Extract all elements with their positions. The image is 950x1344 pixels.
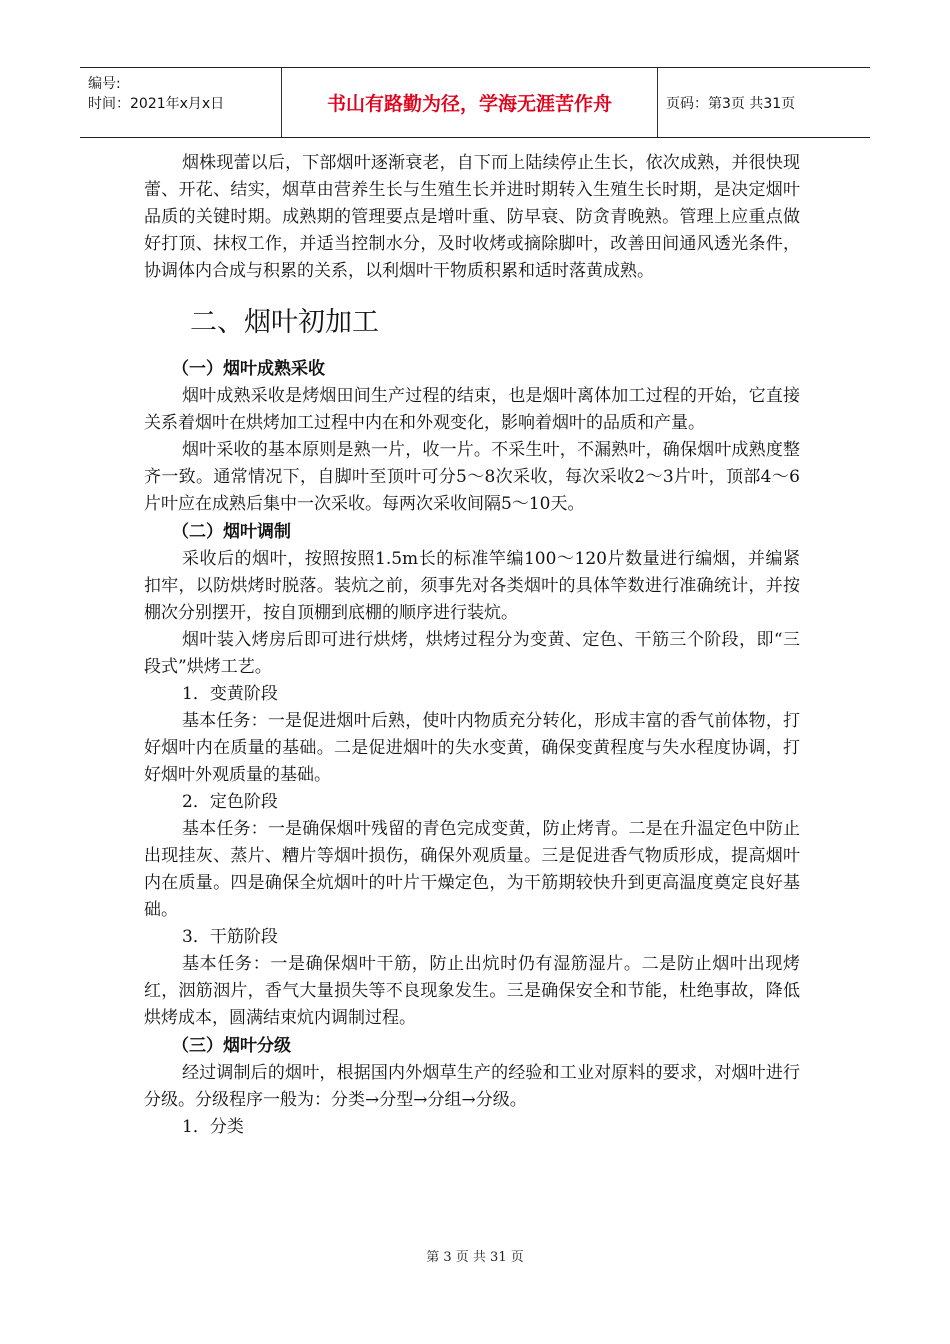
stage-color-fixing-title: 2．定色阶段 xyxy=(182,792,278,812)
document-number-label: 编号: xyxy=(88,76,121,92)
grading-paragraph-1: 经过调制后的烟叶，根据国内外烟草生产的经验和工业对原料的要求，对烟叶进行分级。分级程序一般为：分类→分型→分组→分级。 xyxy=(144,1063,800,1110)
stage-color-fixing-text: 基本任务：一是确保烟叶残留的青色完成变黄，防止烤青。二是在升温定色中防止出现挂灰、蒸片、糟片等烟叶损伤，确保外观质量。三是促进香气物质形成，提高烟叶内在质量。四是确保全炕烟叶的叶片干燥定色，为干筋期较快升到更高温度奠定良好基础。 xyxy=(144,819,800,920)
harvest-paragraph-1: 烟叶成熟采收是烤烟田间生产过程的结束，也是烟叶离体加工过程的开始，它直接关系着烟叶在烘烤加工过程中内在和外观变化，影响着烟叶的品质和产量。 xyxy=(144,386,800,433)
stage-yellowing-text: 基本任务：一是促进烟叶后熟，使叶内物质充分转化，形成丰富的香气前体物，打好烟叶内在质量的基础。二是促进烟叶的失水变黄，确保变黄程度与失水程度协调，打好烟叶外观质量的基础。 xyxy=(144,711,800,785)
subsection-title-harvest: （一）烟叶成熟采收 xyxy=(172,359,325,379)
header-meta xyxy=(80,68,282,137)
subsection-title-curing: （二）烟叶调制 xyxy=(172,522,291,542)
curing-paragraph-2: 烟叶装入烤房后即可进行烘烤，烘烤过程分为变黄、定色、干筋三个阶段，即“三段式”烘烤工艺。 xyxy=(144,630,800,677)
document-body xyxy=(144,150,800,1141)
page-header xyxy=(80,67,870,138)
header-motto: 书山有路勤为径，学海无涯苦作舟 xyxy=(282,68,658,137)
stage-yellowing-title: 1．变黄阶段 xyxy=(182,684,278,704)
grading-item-classification: 1．分类 xyxy=(182,1117,244,1137)
stage-stem-drying-text: 基本任务：一是确保烟叶干筋，防止出炕时仍有湿筋湿片。二是防止烟叶出现烤红，洇筋洇片，香气大量损失等不良现象发生。三是确保安全和节能，杜绝事故，降低烘烤成本，圆满结束炕内调制过程。 xyxy=(144,954,800,1028)
header-page-number: 页码：第3页 共31页 xyxy=(666,95,796,112)
page-footer: 第 3 页 共 31 页 xyxy=(426,1250,524,1265)
harvest-paragraph-2: 烟叶采收的基本原则是熟一片，收一片。不采生叶，不漏熟叶，确保烟叶成熟度整齐一致。通常情况下，自脚叶至顶叶可分5～8次采收，每次采收2～3片叶，顶部4～6片叶应在成熟后集中一次采收。每两次采收间隔5～10天。 xyxy=(144,440,800,514)
stage-stem-drying-title: 3．干筋阶段 xyxy=(182,927,278,947)
intro-paragraph: 烟株现蕾以后，下部烟叶逐渐衰老，自下而上陆续停止生长，依次成熟，并很快现蕾、开花、结实，烟草由营养生长与生殖生长并进时期转入生殖生长时期，是决定烟叶品质的关键时期。成熟期的管理要点是增叶重、防早衰、防贪青晚熟。管理上应重点做好打顶、抹杈工作，并适当控制水分，及时收烤或摘除脚叶，改善田间通风透光条件，协调体内合成与积累的关系，以利烟叶干物质积累和适时落黄成熟。 xyxy=(144,153,800,281)
subsection-title-grading: （三）烟叶分级 xyxy=(172,1036,291,1056)
curing-paragraph-1: 采收后的烟叶，按照按照1.5m长的标准竿编100～120片数量进行编烟，并编紧扣牢，以防烘烤时脱落。装炕之前，须事先对各类烟叶的具体竿数进行准确统计，并按棚次分别摆开，按自顶棚到底棚的顺序进行装炕。 xyxy=(144,549,800,623)
document-date: 时间：2021年x月x日 xyxy=(88,96,225,112)
section-title: 二、烟叶初加工 xyxy=(190,307,379,338)
